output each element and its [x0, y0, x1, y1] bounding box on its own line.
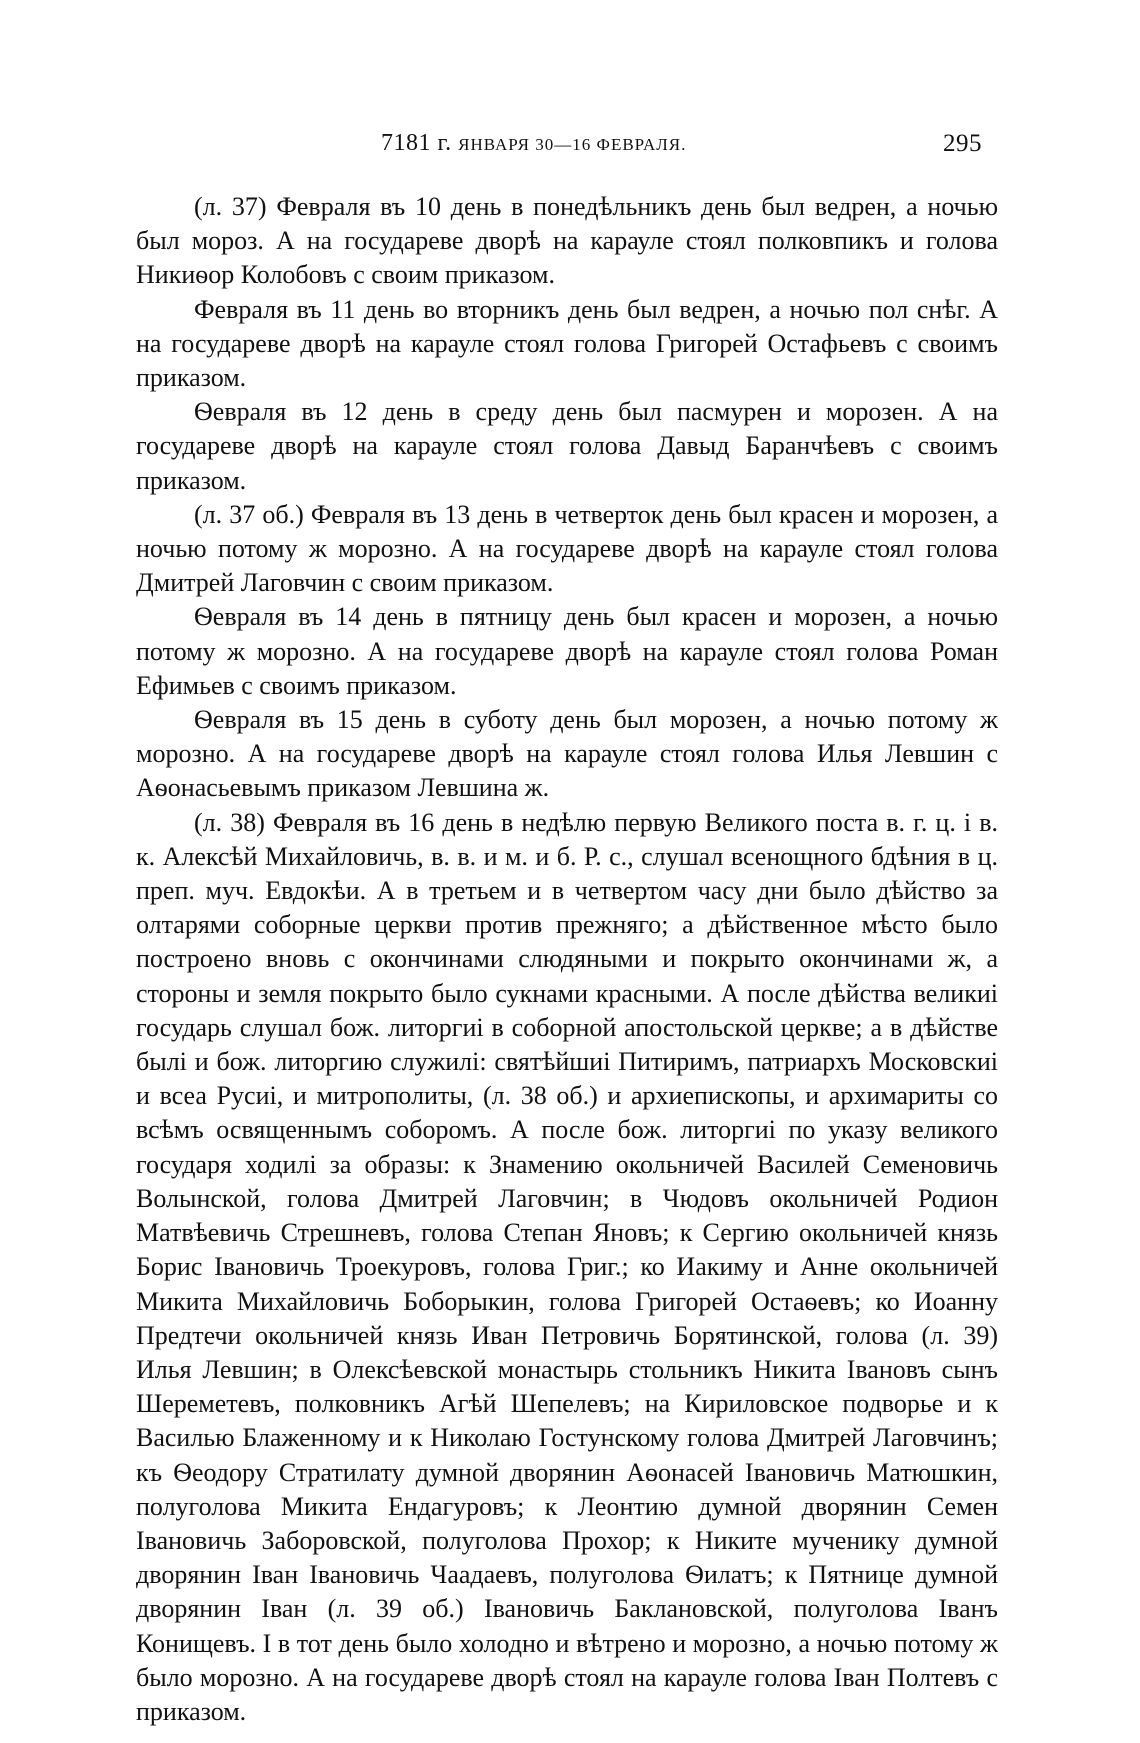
- page-body: [136, 190, 998, 1729]
- paragraph-feb-10: (л. 37) Февраля въ 10 день в понедѣльникъ день был ведрен, а ночью был мороз. А на государеве дворѣ на карауле стоял полковпикъ и голова Никиѳор Колобовъ с своим приказом.: [136, 192, 998, 290]
- book-page: [136, 122, 998, 1729]
- paragraph-feb-14: Ѳевраля въ 14 день в пятницу день был красен и морозен, а ночью потому ж морозно. А на государеве дворѣ на карауле стоял голова Роман Ефимьев с своимъ приказом.: [136, 602, 998, 700]
- paragraph-feb-12: Ѳевраля въ 12 день в среду день был пасмурен и морозен. А на государеве дворѣ на карауле стоял голова Давыд Баранчѣевъ с своимъ приказом.: [136, 397, 998, 495]
- header-date-range: ЯНВАРЯ 30—16 ФЕВРАЛЯ.: [458, 135, 687, 154]
- paragraph-feb-11: Февраля въ 11 день во вторникъ день был ведрен, а ночью пол снѣг. А на государеве дворѣ на карауле стоял голова Григорей Остафьевъ с своимъ приказом.: [136, 294, 998, 393]
- running-header: [136, 122, 998, 164]
- page-number: 295: [943, 130, 982, 157]
- paragraph-feb-15: Ѳевраля въ 15 день в суботу день был морозен, а ночью потому ж морозно. А на государеве дворѣ на карауле стоял голова Илья Левшин с Аѳонасьевымъ приказом Левшина ж.: [136, 705, 998, 803]
- paragraph-feb-16: (л. 38) Февраля въ 16 день в недѣлю первую Великого поста в. г. ц. і в. к. Алексѣй Михайловичь, в. в. и м. и б. Р. с., слушал всенощного бдѣния в ц. преп. муч. Евдокѣи. А в третьем и в четвертом часу дни было дѣйство за олтарями соборные церкви против прежняго; а дѣйственное мѣсто было построено вновь с окончинами слюдяными и покрыто окончинами ж, а стороны и земля покрыто было сукнами красными. А после дѣйства великиі государь слушал бож. литоргиі в соборной апостольской церкве; а в дѣйстве былі и бож. литоргию служилі: святѣйшиі Питиримъ, патриархъ Московскиі и всеа Русиі, и митрополиты, (л. 38 об.) и архиепископы, и архимариты со всѣмъ освященнымъ соборомъ. А после бож. литоргиі по указу великого государя ходилі за образы: к Знамению окольничей Василей Семеновичь Волынской, голова Дмитрей Лаговчин; в Чюдовъ окольничей Родион Матвѣевичь Стрешневъ, голова Степан Яновъ; к Сергию окольничей князь Борис Івановичь Троекуровъ, голова Григ.; ко Иакиму и Анне окольничей Микита Михайловичь Боборыкин, голова Григорей Остаѳевъ; ко Иоанну Предтечи окольничей князь Иван Петровичь Борятинской, голова (л. 39) Илья Левшин; в Олексѣевской монастырь стольникъ Никита Івановъ сынъ Шереметевъ, полковникъ Агѣй Шепелевъ; на Кириловское подворье и к Василью Блаженному и к Николаю Гостунскому голова Дмитрей Лаговчинъ; къ Ѳеодору Стратилату думной дворянин Аѳонасей Івановичь Матюшкин, полуголова Микита Ендагуровъ; к Леонтию думной дворянин Семен Івановичь Заборовской, полуголова Прохор; к Никите мученику думной дворянин Іван Івановичь Чаадаевъ, полуголова Ѳилатъ; к Пятнице думной дворянин Іван (л. 39 об.) Івановичь Баклановской, полуголова Іванъ Конищевъ. І в тот день было холодно и вѣтрено и морозно, а ночью потому ж было морозно. А на государеве дворѣ стоял на карауле голова Іван Полтевъ с приказом.: [136, 807, 998, 1726]
- header-year: 7181 г.: [381, 130, 459, 156]
- paragraph-feb-13: (л. 37 об.) Февраля въ 13 день в четверток день был красен и морозен, а ночью потому ж морозно. А на государеве дворѣ на карауле стоял голова Дмитрей Лаговчин с своим приказом.: [136, 499, 998, 598]
- header-title: [381, 130, 686, 157]
